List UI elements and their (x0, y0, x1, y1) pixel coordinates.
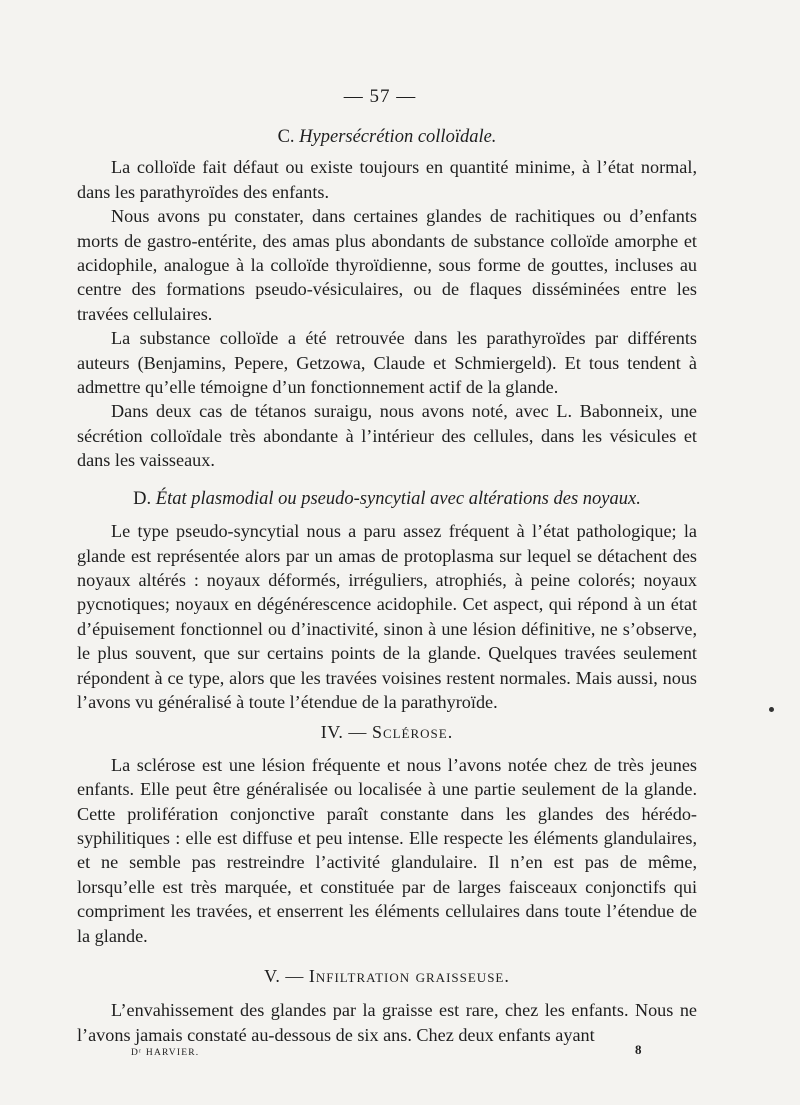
section-c-title: Hypersécrétion colloïdale. (299, 127, 497, 147)
paragraph: La colloïde fait défaut ou existe toujours en quantité minime, à l’état normal, dans les parathyroïdes des enfants. (77, 157, 697, 202)
footer-author: Dʳ HARVIER. (131, 1048, 200, 1058)
paragraph: Dans deux cas de tétanos suraigu, nous avons noté, avec L. Babonneix, une sécrétion colloïdale très abondante à l’intérieur des cellules, dans les vésicules et dans les vaisseaux. (77, 401, 697, 471)
footer-signature: 8 (635, 1042, 642, 1057)
paragraph: Le type pseudo-syncytial nous a paru assez fréquent à l’état pathologique; la glande est représentée alors par un amas de protoplasma sur lequel se détachent des noyaux altérés : noyaux déformés, irréguliers, atrophiés, à peine colorés; noyaux pycnotiques; noyaux en dégénérescence acidophile. Cet aspect, qui répond à un état d’épuisement fonctionnel ou d’inactivité, sinon à une lésion définitive, ne s’observe, le plus souvent, que sur certains points de la glande. Quelques travées seulement répondent à ce type, alors que les travées voisines restent normales. Mais aussi, nous l’avons vu généralisé à toute l’étendue de la parathyroïde. (77, 521, 697, 712)
paragraph: Nous avons pu constater, dans certaines glandes de rachitiques ou d’enfants morts de gastro-entérite, des amas plus abondants de substance colloïde amorphe et acidophile, analogue à la colloïde thyroïdienne, sous forme de gouttes, incluses au centre des formations pseudo-vésiculaires, ou de flaques disséminées entre les travées cellulaires. (77, 206, 697, 324)
section-iv-number: IV. — (320, 722, 367, 743)
section-d-letter: D. (133, 488, 152, 509)
paragraph: L’envahissement des glandes par la graisse est rare, chez les enfants. Nous ne l’avons jamais constaté au-dessous de six ans. Chez deux enfants ayant (77, 1000, 697, 1045)
section-iv-title: Sclérose. (371, 722, 454, 743)
section-v-title: Infiltration graisseuse. (308, 966, 510, 986)
page-content (77, 122, 697, 1047)
section-c-letter: C. (277, 127, 295, 147)
paragraph: La sclérose est une lésion fréquente et nous l’avons notée chez de très jeunes enfants. Elle peut être généralisée ou localisée à une partie seulement de la glande. Cette prolifération conjonctive paraît constante dans les glandes des hérédo-syphilitiques : elle est diffuse et peu intense. Elle respecte les éléments glandulaires, et ne semble pas restreindre l’activité glandulaire. Il n’en est pas de même, lorsqu’elle est très marquée, et constituée par de larges faisceaux conjonctifs qui compriment les travées, et enserrent les éléments cellulaires dans toute l’étendue de la glande. (77, 754, 697, 946)
section-d-title: État plasmodial ou pseudo-syncytial avec altérations des noyaux. (155, 488, 641, 509)
section-v-number: V. — (264, 966, 304, 986)
margin-dot (769, 707, 774, 712)
section-v-heading (77, 964, 697, 988)
page-number: — 57 — (343, 86, 417, 107)
section-c-heading (77, 125, 697, 149)
paragraph: La substance colloïde a été retrouvée dans les parathyroïdes par différents auteurs (Benjamins, Pepere, Getzowa, Claude et Schmiergeld). Et tous tendent à admettre qu’elle témoigne d’un fonctionnement actif de la glande. (77, 328, 697, 398)
section-iv-heading (77, 720, 697, 744)
section-d-heading (77, 487, 697, 511)
